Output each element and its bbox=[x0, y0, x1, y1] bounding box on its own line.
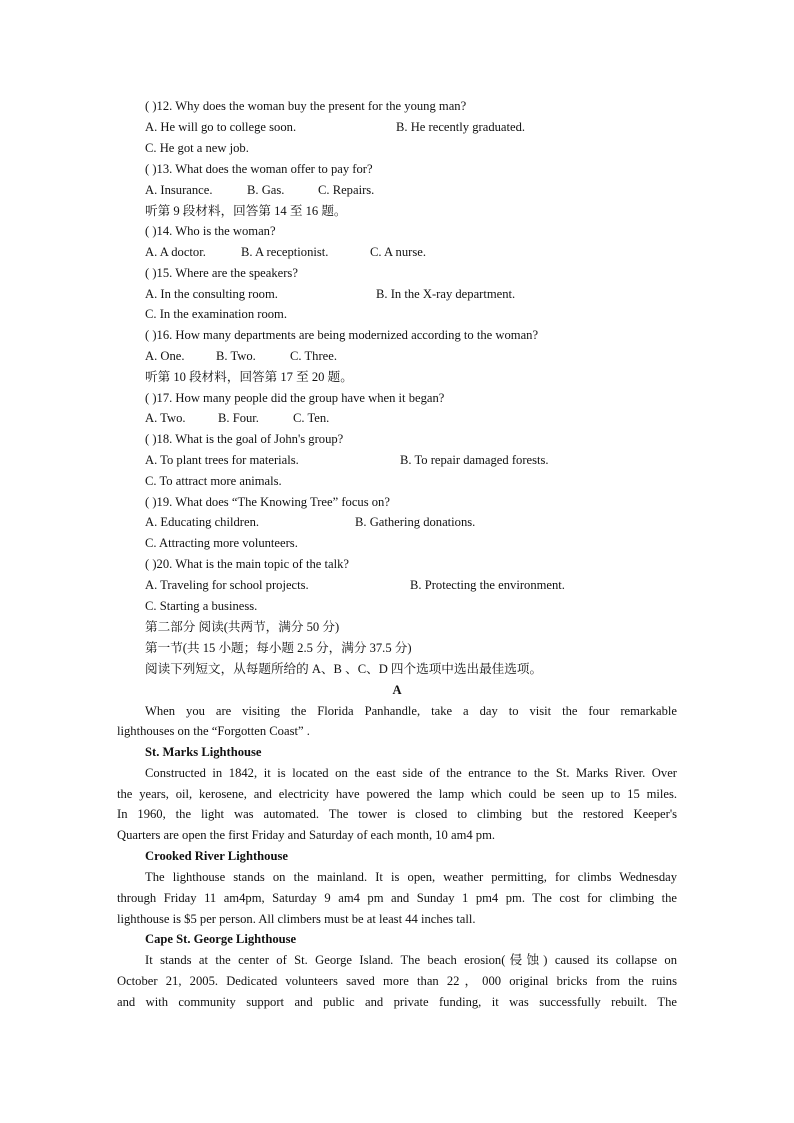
st-marks-line-4: Quarters are open the first Friday and Saturday of each month, 10 am4 pm. bbox=[117, 828, 496, 842]
st-marks-line-2: the years, oil, kerosene, and electricity have powered the lamp which could be seen up to 15 miles. bbox=[117, 787, 677, 801]
st-marks-line-3: In 1960, the light was automated. The tower is closed to climbing but the restored Keeper's bbox=[117, 807, 677, 821]
q18-stem: ( )18. What is the goal of John's group? bbox=[145, 432, 344, 446]
q15-stem: ( )15. Where are the speakers? bbox=[145, 266, 298, 280]
intro-line-2: lighthouses on the “Forgotten Coast” . bbox=[117, 724, 310, 738]
q20-option-c: C. Starting a business. bbox=[145, 599, 258, 613]
reading-instruction: 阅读下列短文，从每题所给的 A、B 、C、D 四个选项中选出最佳选项。 bbox=[145, 662, 543, 676]
q13-option-b: B. Gas. bbox=[247, 183, 285, 197]
cape-st-george-line-2: October 21, 2005. Dedicated volunteers saved more than 22，000 original bricks from the ruins bbox=[117, 974, 677, 988]
part-two-title: 第二部分 阅读(共两节，满分 50 分) bbox=[145, 620, 340, 634]
q13-stem: ( )13. What does the woman offer to pay for? bbox=[145, 162, 373, 176]
q14-option-c: C. A nurse. bbox=[370, 245, 426, 259]
heading-crooked-river: Crooked River Lighthouse bbox=[145, 849, 288, 863]
q17-option-a: A. Two. bbox=[145, 411, 186, 425]
st-marks-line-1: Constructed in 1842, it is located on the east side of the entrance to the St. Marks River. Over bbox=[145, 766, 677, 780]
q15-option-a: A. In the consulting room. bbox=[145, 287, 278, 301]
q16-option-b: B. Two. bbox=[216, 349, 256, 363]
q20-option-a: A. Traveling for school projects. bbox=[145, 578, 309, 592]
q14-option-b: B. A receptionist. bbox=[241, 245, 329, 259]
q18-option-c: C. To attract more animals. bbox=[145, 474, 282, 488]
crooked-river-line-3: lighthouse is $5 per person. All climbers must be at least 44 inches tall. bbox=[117, 912, 476, 926]
q19-option-a: A. Educating children. bbox=[145, 515, 260, 529]
section-10-instruction: 听第 10 段材料，回答第 17 至 20 题。 bbox=[145, 370, 353, 384]
q15-option-c: C. In the examination room. bbox=[145, 307, 287, 321]
crooked-river-line-1: The lighthouse stands on the mainland. It is open, weather permitting, for climbs Wednesday bbox=[145, 870, 677, 884]
q13-option-c: C. Repairs. bbox=[318, 183, 375, 197]
crooked-river-line-2: through Friday 11 am4pm, Saturday 9 am4 pm and Sunday 1 pm4 pm. The cost for climbing the bbox=[117, 891, 677, 905]
q19-stem: ( )19. What does “The Knowing Tree” focus on? bbox=[145, 495, 390, 509]
q20-stem: ( )20. What is the main topic of the talk? bbox=[145, 557, 350, 571]
q12-stem: ( )12. Why does the woman buy the present for the young man? bbox=[145, 99, 467, 113]
q12-option-c: C. He got a new job. bbox=[145, 141, 249, 155]
cape-st-george-line-1: It stands at the center of St. George Island. The beach erosion(侵蚀) caused its collapse on bbox=[145, 953, 677, 967]
intro-line-1: When you are visiting the Florida Panhandle, take a day to visit the four remarkable bbox=[145, 704, 677, 718]
section-9-instruction: 听第 9 段材料，回答第 14 至 16 题。 bbox=[145, 204, 347, 218]
q16-option-c: C. Three. bbox=[290, 349, 337, 363]
q18-option-b: B. To repair damaged forests. bbox=[400, 453, 549, 467]
q19-option-c: C. Attracting more volunteers. bbox=[145, 536, 298, 550]
q14-stem: ( )14. Who is the woman? bbox=[145, 224, 276, 238]
q17-option-c: C. Ten. bbox=[293, 411, 330, 425]
q17-option-b: B. Four. bbox=[218, 411, 259, 425]
q12-option-b: B. He recently graduated. bbox=[396, 120, 526, 134]
q13-option-a: A. Insurance. bbox=[145, 183, 213, 197]
q19-option-b: B. Gathering donations. bbox=[355, 515, 476, 529]
q14-option-a: A. A doctor. bbox=[145, 245, 206, 259]
q15-option-b: B. In the X-ray department. bbox=[376, 287, 516, 301]
q12-option-a: A. He will go to college soon. bbox=[145, 120, 297, 134]
q20-option-b: B. Protecting the environment. bbox=[410, 578, 565, 592]
q16-stem: ( )16. How many departments are being modernized according to the woman? bbox=[145, 328, 539, 342]
section-one-title: 第一节(共 15 小题；每小题 2.5 分，满分 37.5 分) bbox=[145, 641, 412, 655]
q16-option-a: A. One. bbox=[145, 349, 185, 363]
q17-stem: ( )17. How many people did the group have when it began? bbox=[145, 391, 445, 405]
cape-st-george-line-3: and with community support and public and private funding, it was successfully rebuilt. The bbox=[117, 995, 677, 1009]
heading-cape-st-george: Cape St. George Lighthouse bbox=[145, 932, 297, 946]
passage-letter: A bbox=[392, 683, 402, 697]
q18-option-a: A. To plant trees for materials. bbox=[145, 453, 299, 467]
heading-st-marks: St. Marks Lighthouse bbox=[145, 745, 262, 759]
